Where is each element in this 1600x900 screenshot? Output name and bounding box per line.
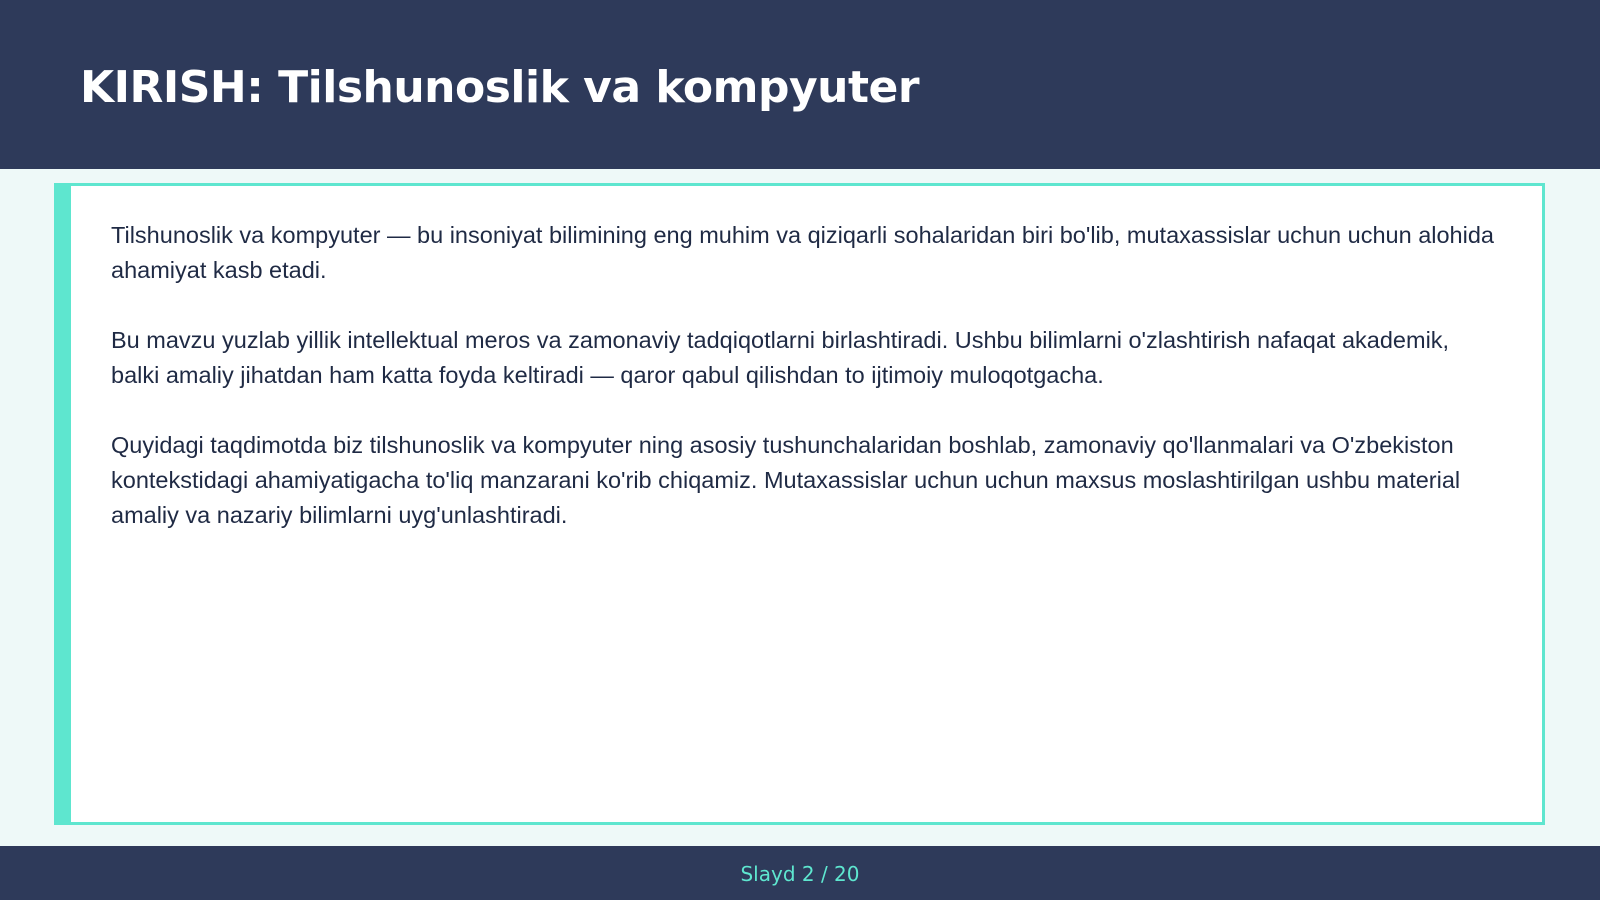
content-body bbox=[111, 218, 1502, 568]
slide-counter: Slayd 2 / 20 bbox=[740, 862, 860, 886]
paragraph-intro: Tilshunoslik va kompyuter — bu insoniyat bilimining eng muhim va qiziqarli sohalaridan biri bo'lib, mutaxassislar uchun uchun alohida ahamiyat kasb etadi. bbox=[111, 222, 1494, 283]
paragraph-overview: Quyidagi taqdimotda biz tilshunoslik va kompyuter ning asosiy tushunchalaridan boshlab, zamonaviy qo'llanmalari va O'zbekiston kontekstidagi ahamiyatigacha to'liq manzarani ko'rib chiqamiz. Mutaxassislar uchun uchun maxsus moslashtirilgan ushbu material amaliy va nazariy bilimlarni uyg'unlashtiradi. bbox=[111, 432, 1461, 528]
slide-footer bbox=[0, 846, 1600, 900]
paragraph-heritage: Bu mavzu yuzlab yillik intellektual meros va zamonaviy tadqiqotlarni birlashtiradi. Ushbu bilimlarni o'zlashtirish nafaqat akademik, balki amaliy jihatdan ham katta foyda keltiradi — qaror qabul qilishdan to ijtimoiy muloqotgacha. bbox=[111, 327, 1450, 388]
slide-header bbox=[0, 0, 1600, 169]
content-card bbox=[54, 183, 1545, 825]
slide-title: KIRISH: Tilshunoslik va kompyuter bbox=[80, 62, 920, 113]
